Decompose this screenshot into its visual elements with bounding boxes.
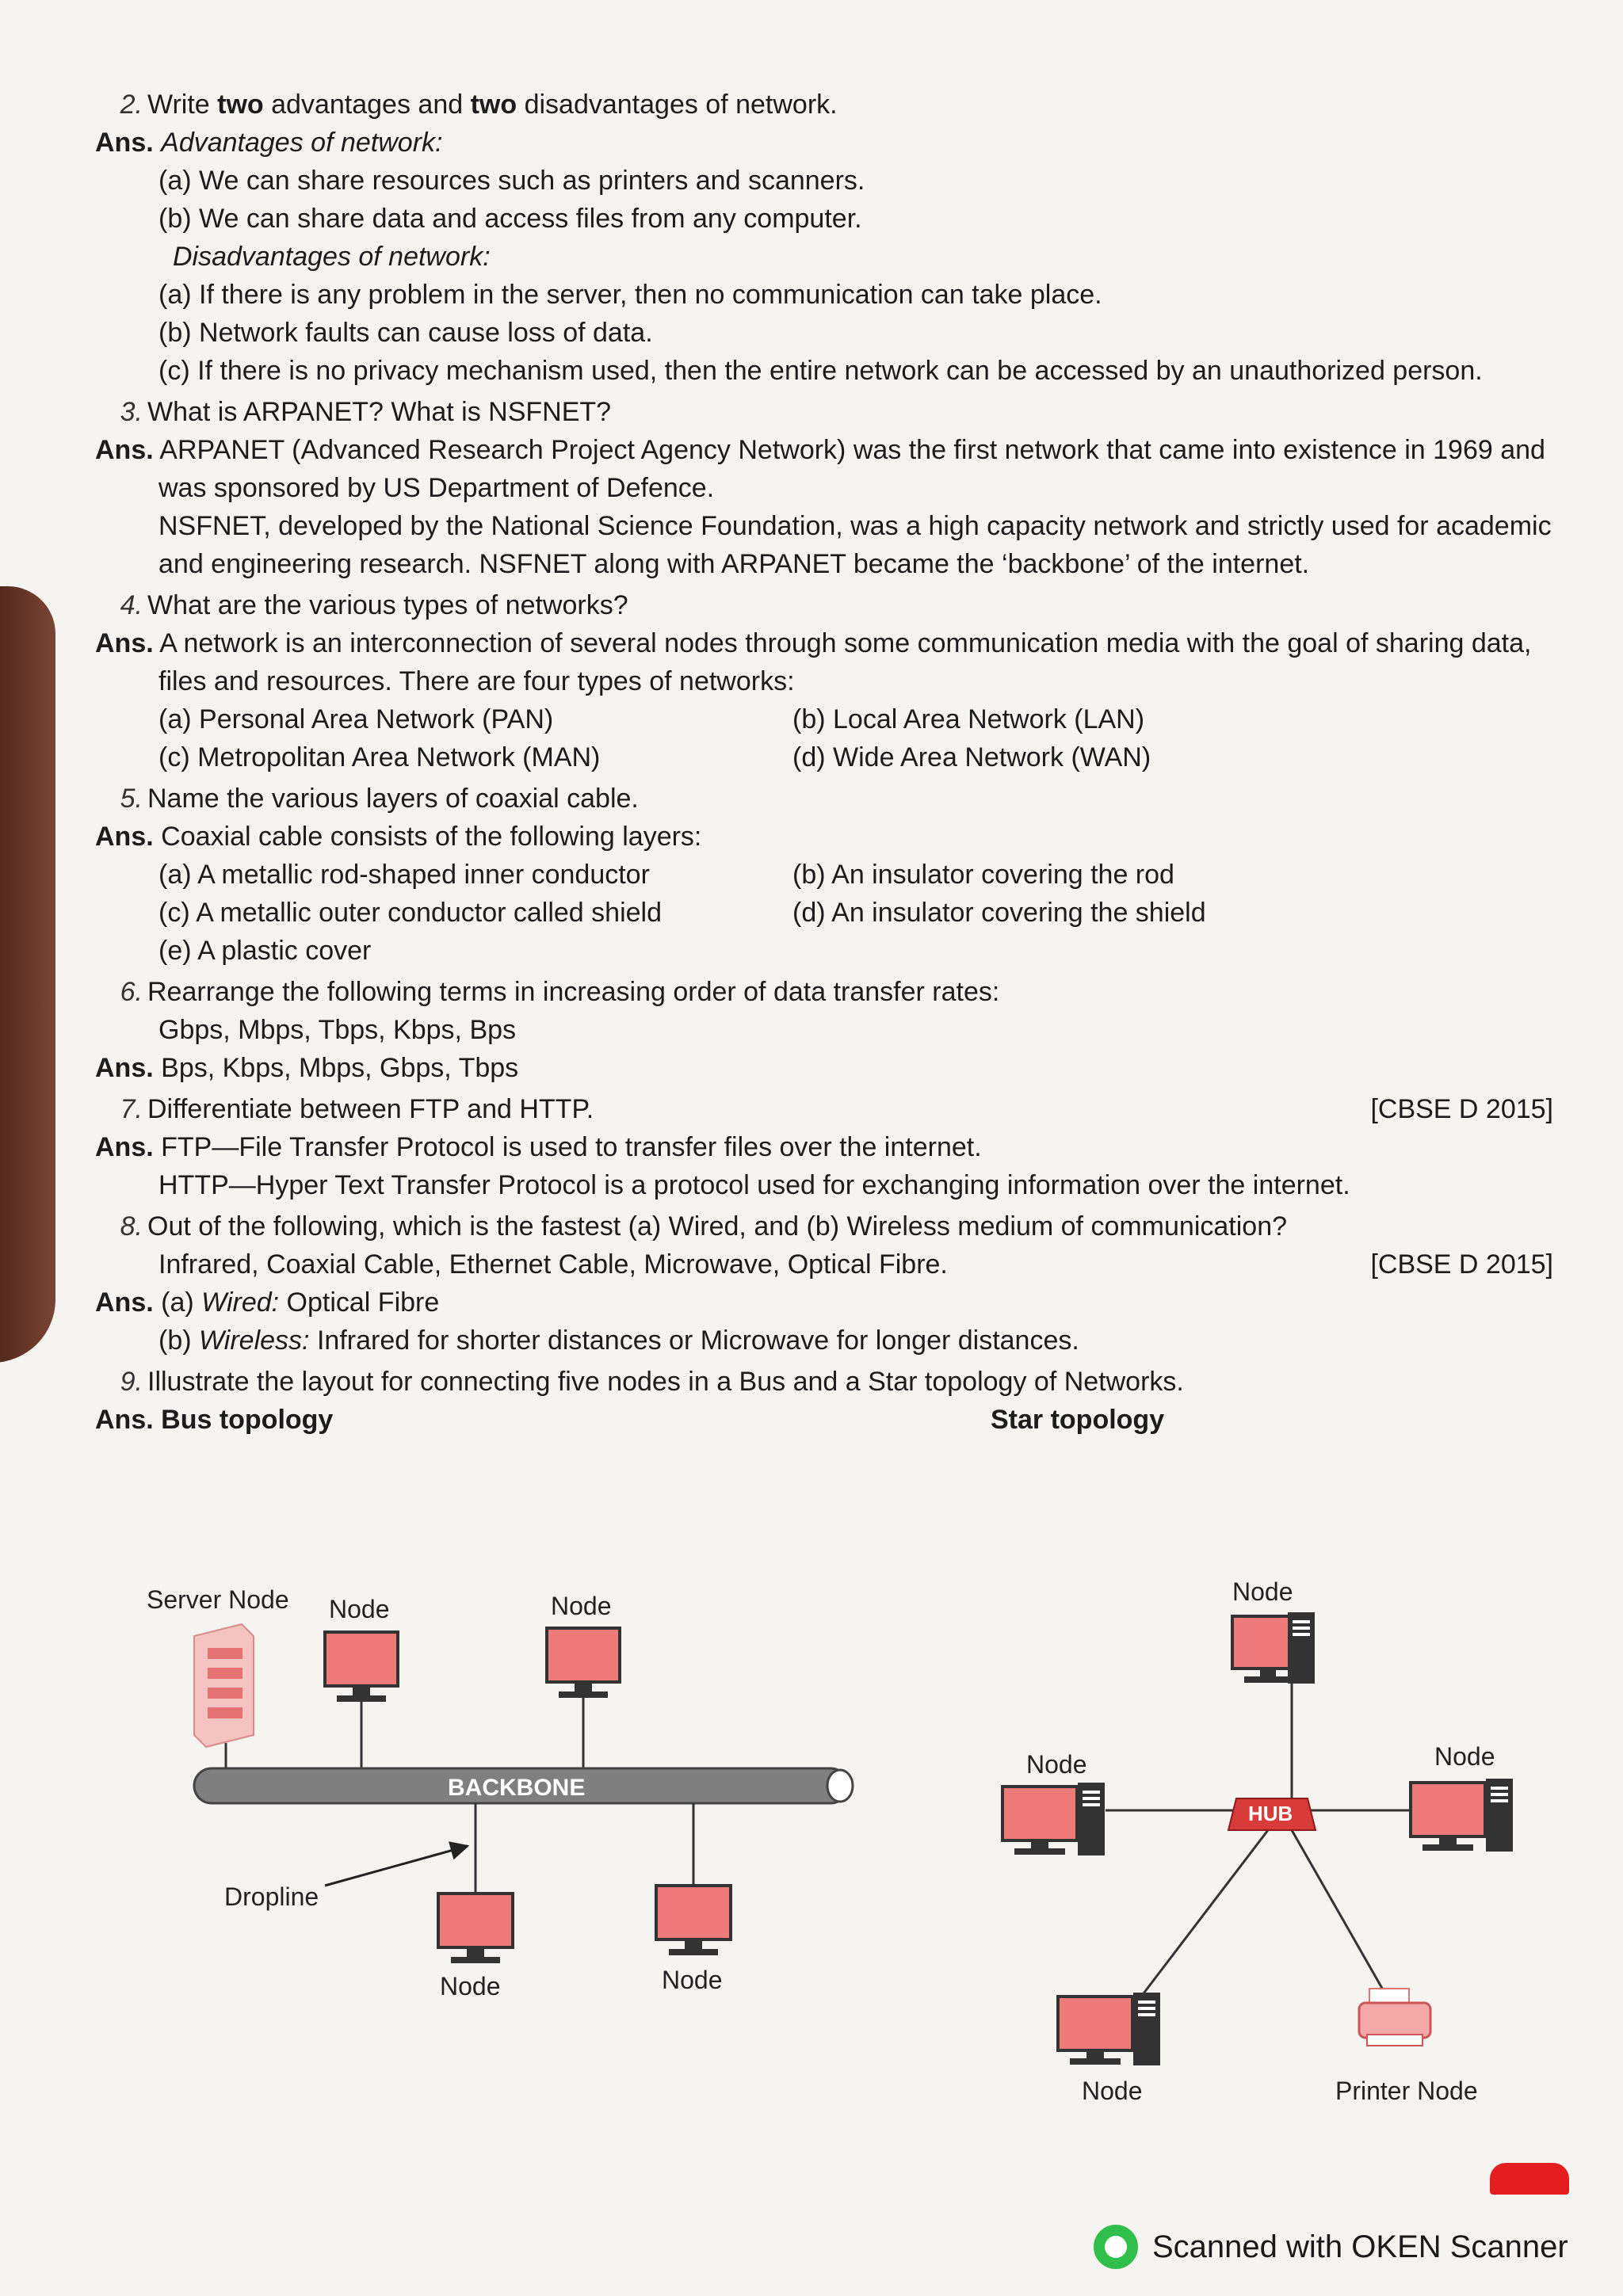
q5-list-row2: (c) A metallic outer conductor called shield (d) An insulator covering the shield [158,898,1206,928]
dropline-arrow [325,1846,468,1886]
hub-label: HUB [1248,1802,1293,1825]
bus-node-2-monitor-icon [547,1628,620,1783]
q3-question: 3. What is ARPANET? What is NSFNET? [120,397,612,427]
q5-answer: Ans. Coaxial cable consists of the following layers: [95,822,702,852]
bus-node-1-monitor-icon [325,1632,398,1783]
q8-answer-a: Ans. (a) Wired: Optical Fibre [95,1287,440,1318]
bus-title: Bus topology [161,1405,334,1435]
q6-terms: Gbps, Mbps, Tbps, Kbps, Bps [158,1015,517,1045]
q2-adv-a: (a) We can share resources such as printers and scanners. [158,166,865,196]
bus-node-3-label: Node [440,1972,501,2000]
q9-question: 9. Illustrate the layout for connecting five nodes in a Bus and a Star topology of Networks. [120,1367,1184,1397]
q2-dis-b: (b) Network faults can cause loss of data. [158,318,653,348]
q8-tag: [CBSE D 2015] [1370,1249,1553,1280]
q5-question: 5. Name the various layers of coaxial cable. [120,784,639,814]
watermark-text: Scanned with OKEN Scanner [1152,2229,1568,2264]
scanner-watermark [1094,2225,1568,2269]
q8-answer-b: (b) Wireless: Infrared for shorter distances or Microwave for longer distances. [158,1325,1079,1356]
server-node-label: Server Node [147,1585,289,1614]
backbone-label: BACKBONE [448,1775,586,1801]
bus-topology [147,1585,853,2000]
star-topology [1002,1577,1513,2105]
q2-dis-heading: Disadvantages of network: [173,242,491,272]
star-node-right-label: Node [1434,1742,1495,1771]
backbone-cable [194,1768,853,1803]
q2-question: 2. Write two advantages and two disadvantages of network. [95,86,1553,124]
q4-list-row1: (a) Personal Area Network (PAN) (b) Local Area Network (LAN) [158,704,1145,734]
star-node-top-label: Node [1232,1577,1293,1606]
bus-node-2-label: Node [551,1592,612,1620]
star-title: Star topology [991,1405,1165,1435]
dropline-label: Dropline [224,1882,319,1911]
star-node-bottom-computer-icon [1058,1993,1160,2065]
bus-node-1-label: Node [329,1595,390,1623]
q3-nsfnet: NSFNET, developed by the National Science Foundation, was a high capacity network and strictly used for academic and engineering research. NSFNET along with ARPANET became the ‘backbone’ of the internet. [158,511,1552,579]
star-node-right-computer-icon [1411,1779,1513,1852]
q8-options: Infrared, Coaxial Cable, Ethernet Cable, Microwave, Optical Fibre. [CBSE D 2015] [95,1245,1553,1283]
q2-adv-b: (b) We can share data and access files from any computer. [158,204,862,234]
bus-node-4-monitor-icon [656,1886,731,1955]
q5-list-row1: (a) A metallic rod-shaped inner conductor (b) An insulator covering the rod [158,860,1174,890]
q2-dis-a: (a) If there is any problem in the server, then no communication can take place. [158,280,1102,310]
q7-http: HTTP—Hyper Text Transfer Protocol is a protocol used for exchanging information over the internet. [158,1170,1350,1200]
q8-question: 8. Out of the following, which is the fastest (a) Wired, and (b) Wireless medium of communication? [120,1211,1288,1241]
bus-node-3-monitor-icon [438,1894,513,1963]
star-node-top-computer-icon [1232,1612,1315,1684]
q6-answer: Ans. Bps, Kbps, Mbps, Gbps, Tbps [95,1053,519,1083]
hub-icon [1228,1798,1316,1830]
finger-shadow [0,586,55,1363]
star-node-left-computer-icon [1002,1783,1105,1855]
q7-answer: Ans. FTP—File Transfer Protocol is used to transfer files over the internet. [95,1132,982,1162]
red-sticker [1490,2163,1569,2195]
q4-list-row2: (c) Metropolitan Area Network (MAN) (d) Wide Area Network (WAN) [158,742,1151,772]
question-text [95,82,1553,1439]
q2-answer: Ans. Advantages of network: [95,128,443,158]
q6-question: 6. Rearrange the following terms in increasing order of data transfer rates: [120,977,1000,1007]
q7-tag: [CBSE D 2015] [1370,1094,1553,1124]
printer-icon [1359,1989,1430,2046]
q2-number: 2. [120,90,143,120]
topology-diagrams [0,1505,1623,2123]
q2-dis-c: (c) If there is no privacy mechanism used, then the entire network can be accessed by an unauthorized person. [158,356,1483,386]
oken-logo-icon [1094,2225,1138,2269]
q9-answer: Ans. Bus topology Star topology [95,1401,1553,1439]
star-node-left-label: Node [1026,1750,1087,1779]
q3-answer: Ans. ARPANET (Advanced Research Project Agency Network) was the first network that came into existence in 1969 and was sponsored by US Department of Defence. [95,435,1545,503]
q5-list-e: (e) A plastic cover [158,936,372,966]
printer-node-label: Printer Node [1335,2077,1478,2105]
star-node-bottom-label: Node [1082,2077,1143,2105]
q7-question: 7. Differentiate between FTP and HTTP. [CBSE D 2015] [95,1090,1553,1128]
bus-node-4-label: Node [662,1966,723,1994]
q4-answer: Ans. A network is an interconnection of several nodes through some communication media with the goal of sharing data, files and resources. There are four types of networks: [95,628,1532,696]
q4-question: 4. What are the various types of networks? [120,590,628,620]
server-icon [194,1624,254,1783]
